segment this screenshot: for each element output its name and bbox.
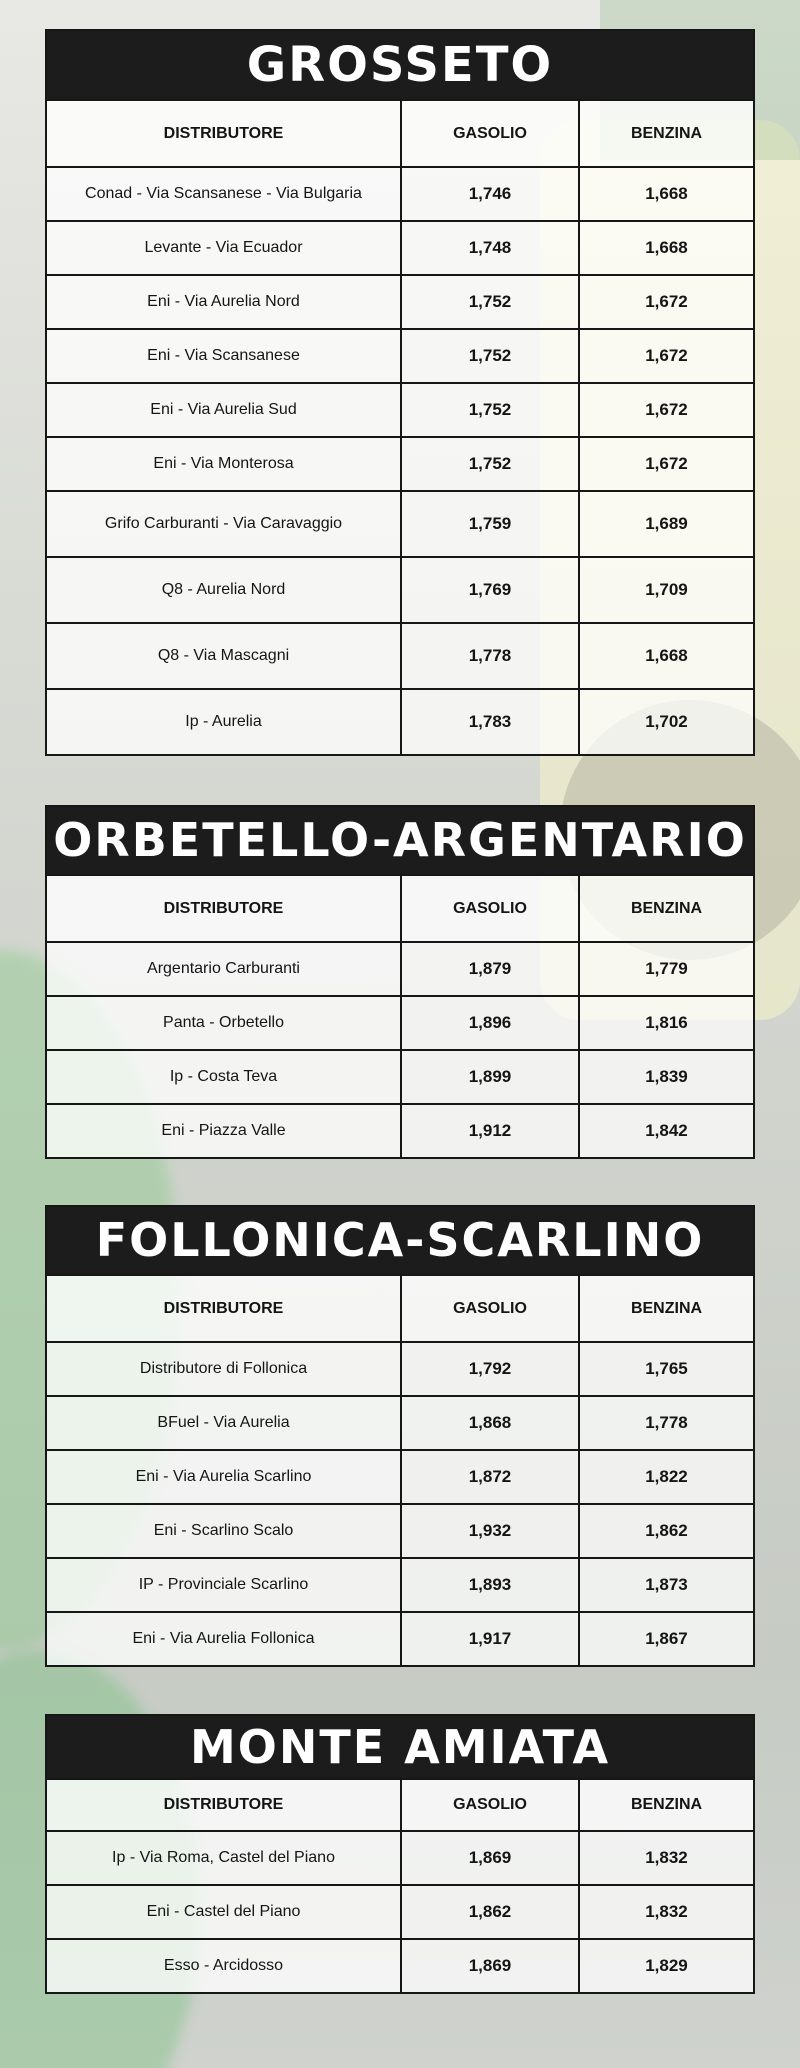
price-table [47, 99, 753, 754]
diesel-price: 1,783 [401, 689, 579, 754]
table-row [47, 557, 753, 623]
petrol-price: 1,689 [579, 491, 753, 557]
price-table [47, 874, 753, 1157]
price-table-grosseto [45, 29, 755, 756]
petrol-price: 1,672 [579, 329, 753, 383]
diesel-price: 1,752 [401, 383, 579, 437]
distributor-name: Eni - Via Monterosa [47, 437, 401, 491]
petrol-price: 1,832 [579, 1885, 753, 1939]
petrol-price: 1,839 [579, 1050, 753, 1104]
petrol-price: 1,822 [579, 1450, 753, 1504]
diesel-price: 1,896 [401, 996, 579, 1050]
petrol-price: 1,765 [579, 1342, 753, 1396]
diesel-price: 1,759 [401, 491, 579, 557]
column-header-distributor: DISTRIBUTORE [47, 875, 401, 942]
distributor-name: Eni - Via Scansanese [47, 329, 401, 383]
table-row [47, 1612, 753, 1665]
column-header-petrol: BENZINA [579, 1779, 753, 1831]
section-title: FOLLONICA-SCARLINO [47, 1207, 753, 1274]
diesel-price: 1,748 [401, 221, 579, 275]
section-title: ORBETELLO-ARGENTARIO [47, 807, 753, 874]
petrol-price: 1,672 [579, 383, 753, 437]
table-row [47, 1558, 753, 1612]
table-row [47, 1885, 753, 1939]
diesel-price: 1,879 [401, 942, 579, 996]
table-row [47, 1450, 753, 1504]
distributor-name: Q8 - Aurelia Nord [47, 557, 401, 623]
petrol-price: 1,702 [579, 689, 753, 754]
table-row [47, 1939, 753, 1992]
table-header-row [47, 1779, 753, 1831]
petrol-price: 1,842 [579, 1104, 753, 1157]
table-row [47, 329, 753, 383]
distributor-name: Panta - Orbetello [47, 996, 401, 1050]
distributor-name: Levante - Via Ecuador [47, 221, 401, 275]
diesel-price: 1,752 [401, 275, 579, 329]
petrol-price: 1,867 [579, 1612, 753, 1665]
distributor-name: Ip - Costa Teva [47, 1050, 401, 1104]
price-table [47, 1778, 753, 1992]
column-header-distributor: DISTRIBUTORE [47, 1275, 401, 1342]
table-header-row [47, 875, 753, 942]
distributor-name: Grifo Carburanti - Via Caravaggio [47, 491, 401, 557]
distributor-name: Conad - Via Scansanese - Via Bulgaria [47, 167, 401, 221]
diesel-price: 1,899 [401, 1050, 579, 1104]
diesel-price: 1,769 [401, 557, 579, 623]
diesel-price: 1,868 [401, 1396, 579, 1450]
price-table-monte-amiata [45, 1714, 755, 1994]
table-row [47, 1104, 753, 1157]
table-row [47, 167, 753, 221]
distributor-name: Esso - Arcidosso [47, 1939, 401, 1992]
diesel-price: 1,912 [401, 1104, 579, 1157]
table-row [47, 1342, 753, 1396]
petrol-price: 1,873 [579, 1558, 753, 1612]
diesel-price: 1,792 [401, 1342, 579, 1396]
table-row [47, 1396, 753, 1450]
diesel-price: 1,932 [401, 1504, 579, 1558]
diesel-price: 1,869 [401, 1831, 579, 1885]
column-header-petrol: BENZINA [579, 100, 753, 167]
petrol-price: 1,832 [579, 1831, 753, 1885]
table-row [47, 383, 753, 437]
distributor-name: Eni - Via Aurelia Scarlino [47, 1450, 401, 1504]
diesel-price: 1,917 [401, 1612, 579, 1665]
table-header-row [47, 100, 753, 167]
column-header-diesel: GASOLIO [401, 100, 579, 167]
petrol-price: 1,672 [579, 275, 753, 329]
distributor-name: BFuel - Via Aurelia [47, 1396, 401, 1450]
diesel-price: 1,746 [401, 167, 579, 221]
table-row [47, 1050, 753, 1104]
table-row [47, 689, 753, 754]
distributor-name: IP - Provinciale Scarlino [47, 1558, 401, 1612]
column-header-distributor: DISTRIBUTORE [47, 1779, 401, 1831]
diesel-price: 1,872 [401, 1450, 579, 1504]
column-header-diesel: GASOLIO [401, 1275, 579, 1342]
petrol-price: 1,779 [579, 942, 753, 996]
distributor-name: Argentario Carburanti [47, 942, 401, 996]
diesel-price: 1,752 [401, 437, 579, 491]
table-row [47, 996, 753, 1050]
column-header-petrol: BENZINA [579, 875, 753, 942]
section-title: GROSSETO [47, 31, 753, 99]
diesel-price: 1,893 [401, 1558, 579, 1612]
distributor-name: Eni - Scarlino Scalo [47, 1504, 401, 1558]
table-row [47, 942, 753, 996]
price-table-orbetello-argentario [45, 805, 755, 1159]
table-row [47, 1831, 753, 1885]
petrol-price: 1,816 [579, 996, 753, 1050]
distributor-name: Eni - Via Aurelia Sud [47, 383, 401, 437]
petrol-price: 1,829 [579, 1939, 753, 1992]
distributor-name: Eni - Castel del Piano [47, 1885, 401, 1939]
petrol-price: 1,778 [579, 1396, 753, 1450]
petrol-price: 1,668 [579, 221, 753, 275]
column-header-petrol: BENZINA [579, 1275, 753, 1342]
price-table-follonica-scarlino [45, 1205, 755, 1667]
table-row [47, 1504, 753, 1558]
price-table [47, 1274, 753, 1665]
table-row [47, 491, 753, 557]
distributor-name: Eni - Via Aurelia Nord [47, 275, 401, 329]
diesel-price: 1,862 [401, 1885, 579, 1939]
table-row [47, 437, 753, 491]
distributor-name: Ip - Via Roma, Castel del Piano [47, 1831, 401, 1885]
column-header-distributor: DISTRIBUTORE [47, 100, 401, 167]
column-header-diesel: GASOLIO [401, 875, 579, 942]
petrol-price: 1,668 [579, 167, 753, 221]
distributor-name: Distributore di Follonica [47, 1342, 401, 1396]
table-row [47, 221, 753, 275]
diesel-price: 1,778 [401, 623, 579, 689]
diesel-price: 1,869 [401, 1939, 579, 1992]
table-row [47, 623, 753, 689]
table-header-row [47, 1275, 753, 1342]
column-header-diesel: GASOLIO [401, 1779, 579, 1831]
diesel-price: 1,752 [401, 329, 579, 383]
distributor-name: Ip - Aurelia [47, 689, 401, 754]
petrol-price: 1,668 [579, 623, 753, 689]
section-title: MONTE AMIATA [47, 1716, 753, 1778]
distributor-name: Eni - Piazza Valle [47, 1104, 401, 1157]
distributor-name: Eni - Via Aurelia Follonica [47, 1612, 401, 1665]
distributor-name: Q8 - Via Mascagni [47, 623, 401, 689]
table-row [47, 275, 753, 329]
petrol-price: 1,709 [579, 557, 753, 623]
petrol-price: 1,862 [579, 1504, 753, 1558]
petrol-price: 1,672 [579, 437, 753, 491]
